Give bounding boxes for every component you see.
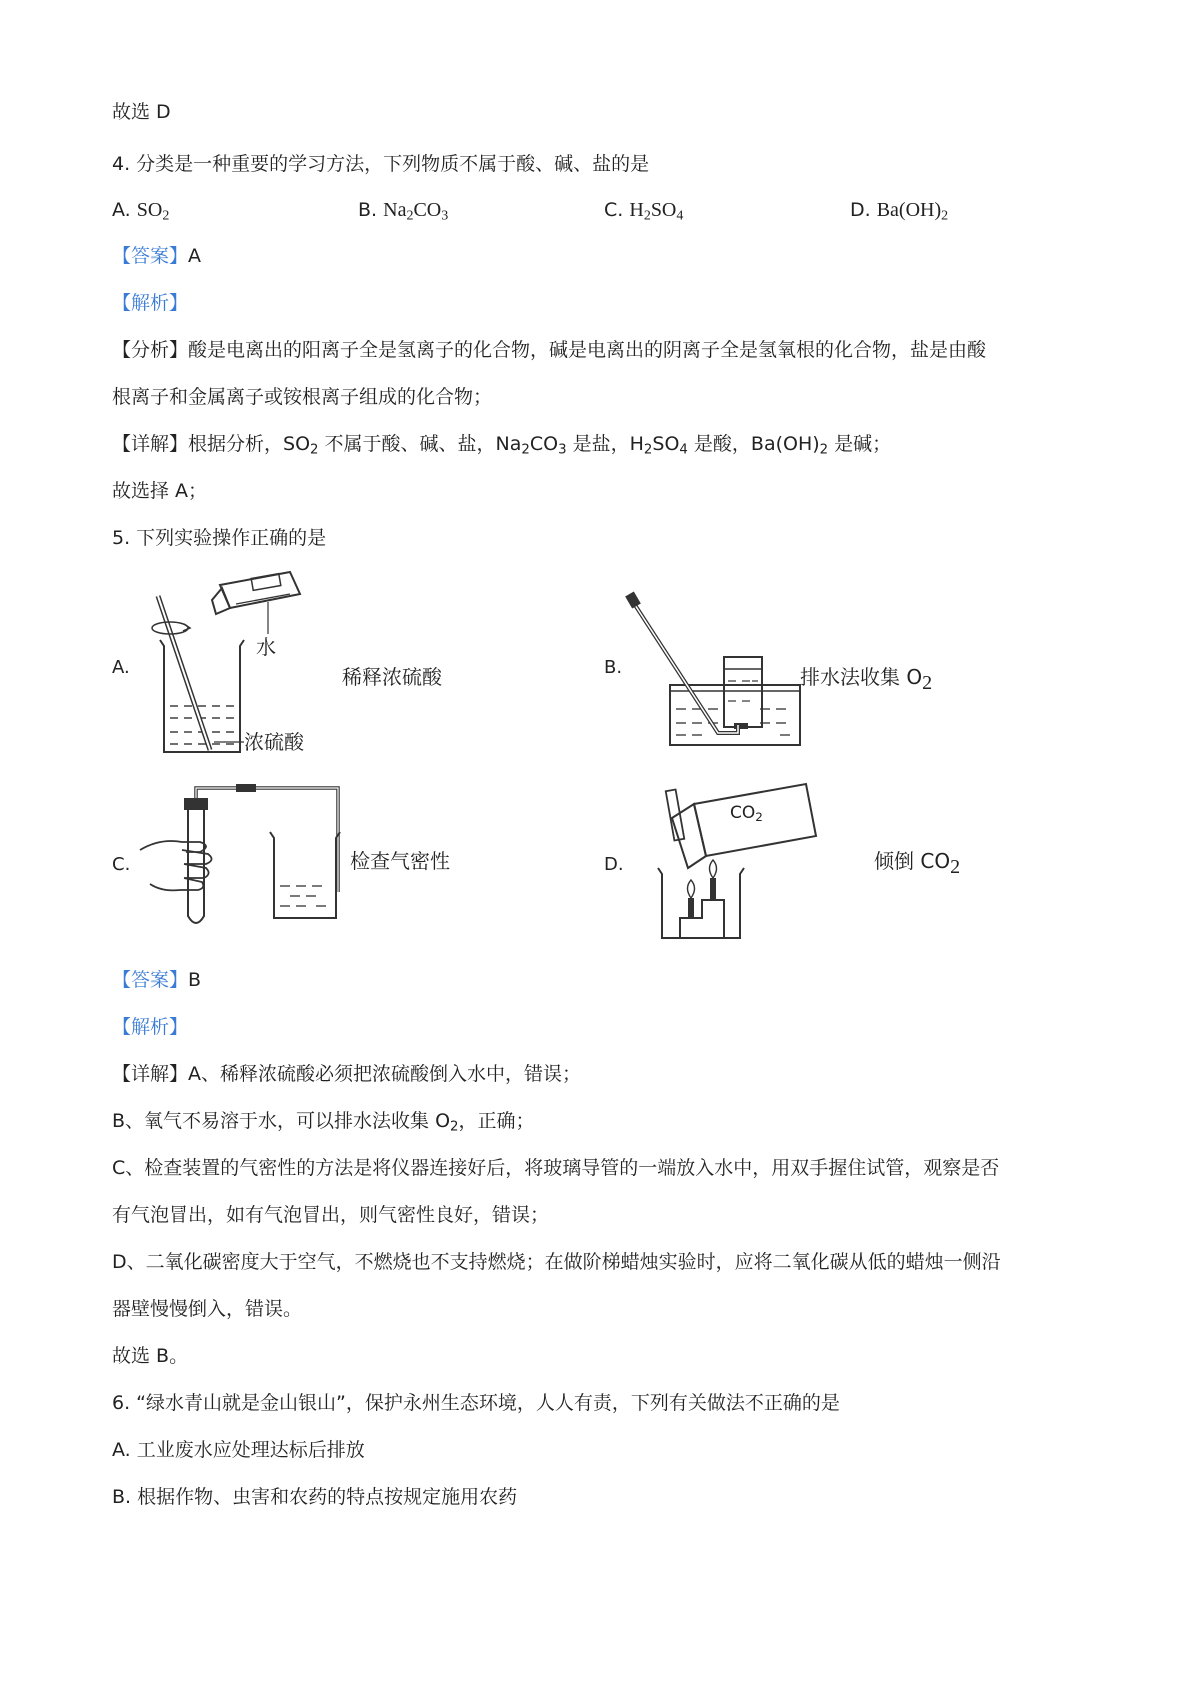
q5-line-a: 【详解】A、稀释浓硫酸必须把浓硫酸倒入水中，错误； xyxy=(112,1063,582,1085)
q5-line-b: B、氧气不易溶于水，可以排水法收集 $O_2$，正确； xyxy=(112,1110,535,1135)
fig-b-letter: B. xyxy=(604,657,623,678)
fig-a-label-acid: 浓硫酸 xyxy=(244,730,304,754)
q4-option-d: D. $Ba(OH)_2$ xyxy=(850,199,949,224)
fig-c-caption: 检查气密性 xyxy=(350,849,450,873)
q4-stem: 4. 分类是一种重要的学习方法，下列物质不属于酸、碱、盐的是 xyxy=(112,153,650,175)
fig-b-diagram xyxy=(630,605,810,745)
q5-line-c2: 有气泡冒出，如有气泡冒出，则气密性良好，错误； xyxy=(112,1204,550,1226)
q4-option-c: C. $H_2SO_4$ xyxy=(604,199,684,224)
q6-stem: 6. “绿水青山就是金山银山”，保护永州生态环境，人人有责，下列有关做法不正确的是 xyxy=(112,1392,840,1414)
fig-a-caption: 稀释浓硫酸 xyxy=(342,665,442,689)
q4-xiangjie: 【详解】根据分析，$SO_2$ 不属于酸、碱、盐，$Na_2CO_3$ 是盐，$H_2SO_4$ 是酸，$Ba(OH)_2$ 是碱； xyxy=(112,433,892,458)
prev-conclusion: 故选 D xyxy=(112,101,171,123)
q5-answer: 【答案】B xyxy=(112,969,202,991)
q4-fenxi-line1: 【分析】酸是电离出的阳离子全是氢离子的化合物，碱是电离出的阴离子全是氢氧根的化合物，盐是由酸 xyxy=(112,339,987,361)
q6-option-a: A. 工业废水应处理达标后排放 xyxy=(112,1439,365,1461)
q5-line-c1: C、检查装置的气密性的方法是将仪器连接好后，将玻璃导管的一端放入水中，用双手握住试管，观察是否 xyxy=(112,1157,1000,1179)
q4-option-b: B. $Na_2CO_3$ xyxy=(358,199,449,224)
fig-d-caption: 倾倒 $CO_2$ xyxy=(874,849,961,878)
q5-line-d1: D、二氧化碳密度大于空气，不燃烧也不支持燃烧；在做阶梯蜡烛实验时，应将二氧化碳从低的蜡烛一侧沿 xyxy=(112,1251,1001,1273)
q6-option-b: B. 根据作物、虫害和农药的特点按规定施用农药 xyxy=(112,1486,518,1508)
q5-analysis-tag: 【解析】 xyxy=(112,1016,189,1038)
q4-fenxi-line2: 根离子和金属离子或铵根离子组成的化合物； xyxy=(112,386,493,408)
fig-c-letter: C. xyxy=(112,854,131,875)
q4-conclusion: 故选择 A； xyxy=(112,480,208,502)
fig-c-diagram xyxy=(140,788,340,938)
fig-a-letter: A. xyxy=(112,657,130,678)
fig-b-caption: 排水法收集 $O_2$ xyxy=(800,665,933,694)
q5-conclusion: 故选 B。 xyxy=(112,1345,189,1367)
fig-a-label-water: 水 xyxy=(256,635,276,659)
q5-stem: 5. 下列实验操作正确的是 xyxy=(112,527,327,549)
fig-d-bottle-label: $CO_2$ xyxy=(730,803,763,824)
fig-d-letter: D. xyxy=(604,854,624,875)
q4-analysis-tag: 【解析】 xyxy=(112,292,189,314)
q5-line-d2: 器壁慢慢倒入，错误。 xyxy=(112,1298,303,1320)
q4-answer: 【答案】A xyxy=(112,245,202,267)
q4-option-a: A. $SO_2$ xyxy=(112,199,170,224)
